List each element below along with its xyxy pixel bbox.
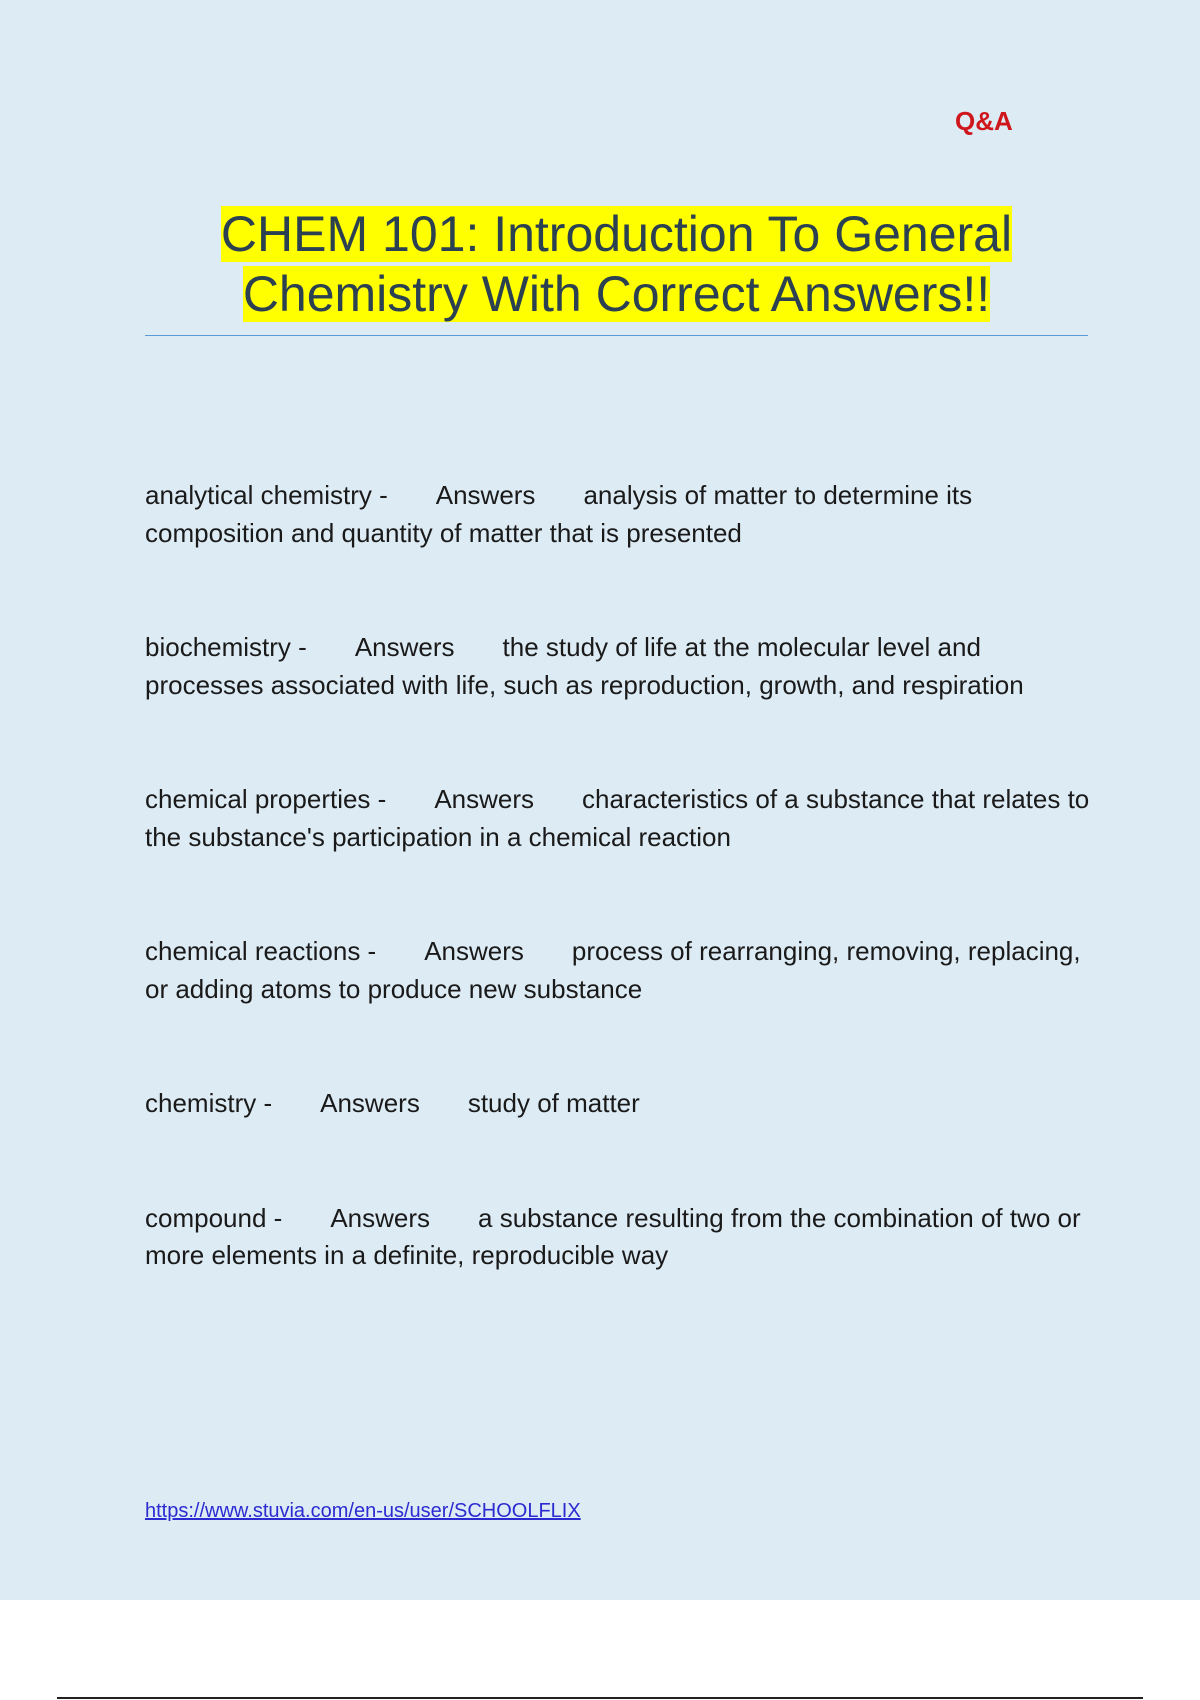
qa-item [145,477,1090,552]
qa-term: chemistry - [145,1088,273,1118]
page-title [145,204,1088,324]
qa-item [145,1085,1090,1123]
qa-answers-label: Answers [435,480,536,510]
qa-answers-label: Answers [434,784,535,814]
qa-answers-label: Answers [320,1088,420,1118]
qa-answer: process of rearranging, removing, replacing, or adding atoms to produce new substance [145,936,1081,1004]
qa-answers-label: Answers [354,632,455,662]
qa-answer: characteristics of a substance that relates to the substance's participation in a chemical reaction [145,784,1090,852]
source-link[interactable]: https://www.stuvia.com/en-us/user/SCHOOLFLIX [145,1500,581,1522]
title-divider [145,335,1088,336]
qa-item [145,933,1090,1008]
qa-label: Q&A [955,106,1013,136]
qa-answer: study of matter [467,1088,640,1118]
qa-term: chemical properties - [145,784,387,814]
qa-answers-label: Answers [330,1202,431,1233]
qa-term: compound - [145,1202,283,1233]
qa-term: chemical reactions - [145,936,377,966]
qa-item [145,781,1090,856]
qa-item [145,629,1090,704]
qa-list [145,477,1090,1352]
qa-term: analytical chemistry - [145,480,388,510]
qa-answer: a substance resulting from the combination of two or more elements in a definite, reproducible way [145,1202,1081,1270]
qa-answers-label: Answers [424,936,524,966]
qa-term: biochemistry - [145,632,307,662]
footer-divider [57,1697,1143,1699]
qa-answer: analysis of matter to determine its composition and quantity of matter that is presented [145,480,973,548]
page-title-text: CHEM 101: Introduction To General Chemistry With Correct Answers!! [220,206,1013,322]
qa-answer: the study of life at the molecular level and processes associated with life, such as reproduction, growth, and respiration [145,632,1024,700]
qa-item [145,1200,1090,1275]
